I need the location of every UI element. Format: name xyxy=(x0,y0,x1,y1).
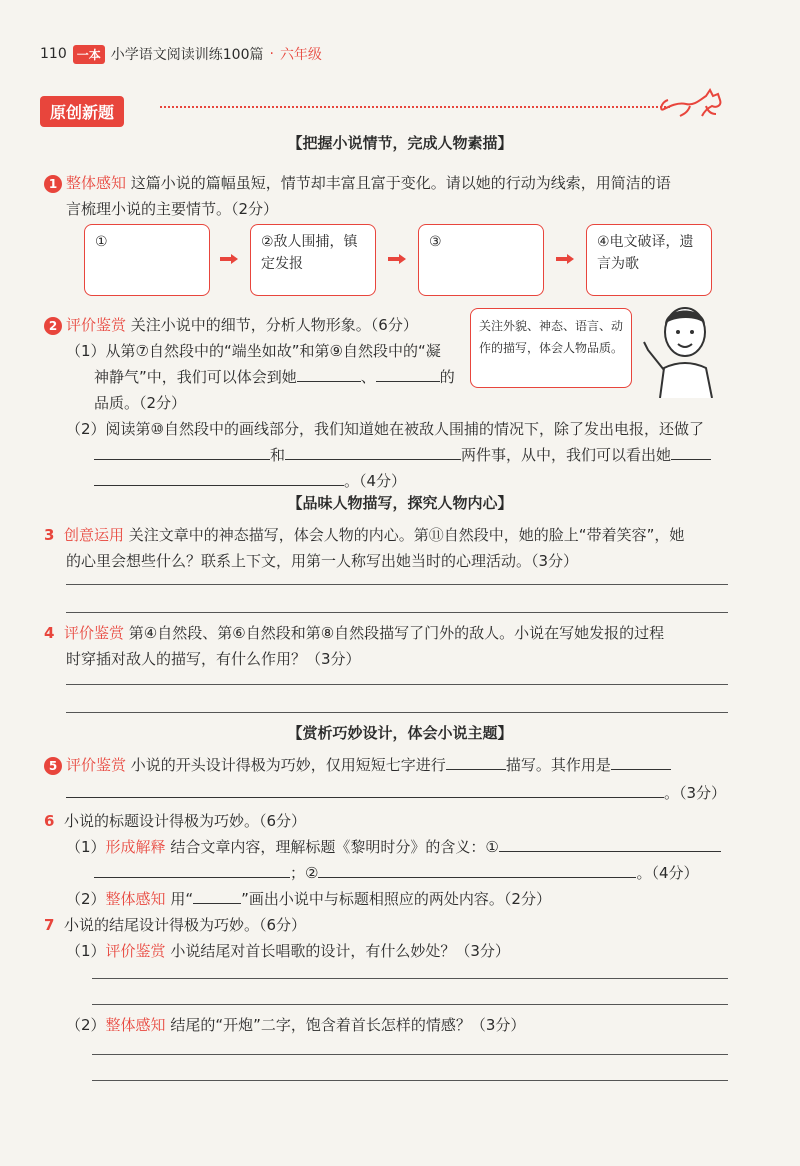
q6-p2-tag: 整体感知 xyxy=(105,890,166,908)
q7-p1-tag: 评价鉴赏 xyxy=(105,942,166,960)
page-number: 110 xyxy=(40,46,67,62)
section-heading-1: 【把握小说情节，完成人物素描】 xyxy=(287,134,513,152)
question-3 xyxy=(44,522,684,548)
q3-text-b: 的心里会想些什么？联系上下文，用第一人称写出她当时的心理活动。（3分） xyxy=(66,552,579,570)
answer-line[interactable] xyxy=(92,1004,728,1005)
q5-text-end: 。（3分） xyxy=(664,784,727,802)
q7-p1 xyxy=(66,938,510,964)
q1-text-a: 这篇小说的篇幅虽短，情节却丰富且富于变化。请以她的行动为线索，用简洁的语 xyxy=(130,174,671,192)
q2-p2-a: （2）阅读第⑩自然段中的画线部分，我们知道她在被敌人围捕的情况下，除了发出电报，还做了 xyxy=(66,420,704,438)
q5-tag: 评价鉴赏 xyxy=(66,756,127,774)
page-header xyxy=(40,44,322,64)
q2-p1-c: 品质。（2分） xyxy=(94,394,187,412)
q6-p1-b: ；② xyxy=(290,864,319,882)
q6-p1-tag: 形成解释 xyxy=(105,838,166,856)
q2-p2-end: 。（4分） xyxy=(344,472,407,490)
q6-p1-a: 结合文章内容，理解标题《黎明时分》的含义：① xyxy=(170,838,499,856)
q2-p2-c-line xyxy=(94,468,406,494)
title-dot: · xyxy=(269,46,274,62)
q5-text-mid: 描写。其作用是 xyxy=(505,756,611,774)
q6-p2-pre: （2） xyxy=(66,890,106,908)
q7-p2-tag: 整体感知 xyxy=(105,1016,166,1034)
q6-p2-b: ”画出小说中与标题相照应的两处内容。（2分） xyxy=(241,890,551,908)
q7-p2-a: 结尾的“开炮”二字，饱含着首长怎样的情感？（3分） xyxy=(170,1016,526,1034)
answer-blank[interactable] xyxy=(297,367,361,382)
answer-line[interactable] xyxy=(66,612,728,613)
question-2 xyxy=(44,312,418,338)
boy-pointing-icon xyxy=(640,298,730,398)
answer-line[interactable] xyxy=(66,712,728,713)
q7-p1-pre: （1） xyxy=(66,942,106,960)
brand-logo: 一本 xyxy=(73,45,105,64)
question-5 xyxy=(44,752,671,778)
flow-box-3-label: ③ xyxy=(429,234,442,250)
answer-line[interactable] xyxy=(92,978,728,979)
answer-blank[interactable] xyxy=(94,445,270,460)
q2-p2-mid: 两件事，从中，我们可以看出她 xyxy=(461,446,672,464)
answer-blank[interactable] xyxy=(376,367,440,382)
question-7 xyxy=(44,912,306,938)
arrow-right-icon xyxy=(388,254,406,264)
q6-number: 6 xyxy=(44,812,55,830)
q6-p1-line-2 xyxy=(94,860,699,886)
flow-box-4 xyxy=(586,224,712,296)
q4-number: 4 xyxy=(44,624,55,642)
underline-sample xyxy=(193,889,241,904)
q3-number: 3 xyxy=(44,526,55,544)
flow-box-2 xyxy=(250,224,376,296)
flame-number-5: 5 xyxy=(44,757,62,775)
flame-number-2: 2 xyxy=(44,317,62,335)
q7-number: 7 xyxy=(44,916,55,934)
answer-blank[interactable] xyxy=(611,755,671,770)
q6-p1-pre: （1） xyxy=(66,838,106,856)
q5-line-2 xyxy=(66,780,726,806)
answer-blank[interactable] xyxy=(66,783,664,798)
q3-tag: 创意运用 xyxy=(64,526,125,544)
answer-line[interactable] xyxy=(92,1080,728,1081)
question-4 xyxy=(44,620,664,646)
answer-line[interactable] xyxy=(66,684,728,685)
section-badge: 原创新题 xyxy=(40,96,124,127)
q2-p2-and: 和 xyxy=(270,446,286,464)
flow-box-2-label: ②敌人围捕，镇定发报 xyxy=(261,234,358,272)
q6-p1 xyxy=(66,834,721,860)
q2-p1-sep: 、 xyxy=(360,368,376,386)
q5-text-a: 小说的开头设计得极为巧妙，仅用短短七字进行 xyxy=(130,756,446,774)
q7-p2 xyxy=(66,1012,525,1038)
answer-line[interactable] xyxy=(66,584,728,585)
q4-text-a: 第④自然段、第⑥自然段和第⑧自然段描写了门外的敌人。小说在写她发报的过程 xyxy=(128,624,665,642)
flame-number-1: 1 xyxy=(44,175,62,193)
arrow-right-icon xyxy=(220,254,238,264)
q2-text: 关注小说中的细节，分析人物形象。（6分） xyxy=(130,316,418,334)
q2-p1-b: 神静气”中，我们可以体会到她 xyxy=(94,368,297,386)
q4-tag: 评价鉴赏 xyxy=(64,624,125,642)
flow-box-3[interactable] xyxy=(418,224,544,296)
arrow-right-icon xyxy=(556,254,574,264)
answer-blank[interactable] xyxy=(94,863,290,878)
answer-blank[interactable] xyxy=(94,471,344,486)
q2-tag: 评价鉴赏 xyxy=(66,316,127,334)
tip-bubble: 关注外貌、神态、语言、动作的描写，体会人物品质。 xyxy=(470,308,632,388)
q7-p1-a: 小说结尾对首长唱歌的设计，有什么妙处？（3分） xyxy=(170,942,510,960)
flow-box-1[interactable] xyxy=(84,224,210,296)
q7-text: 小说的结尾设计得极为巧妙。（6分） xyxy=(64,916,307,934)
answer-line[interactable] xyxy=(92,1054,728,1055)
cat-icon xyxy=(660,84,730,120)
flow-box-1-label: ① xyxy=(95,234,108,250)
flow-box-4-label: ④电文破译，遗言为歌 xyxy=(597,234,694,272)
q2-p1-a: （1）从第⑦自然段中的“端坐如故”和第⑨自然段中的“凝 xyxy=(66,342,441,360)
q2-p1-end: 的 xyxy=(439,368,455,386)
question-1 xyxy=(44,170,671,196)
q6-p2 xyxy=(66,886,551,912)
q1-tag: 整体感知 xyxy=(66,174,127,192)
grade-label: 六年级 xyxy=(279,47,322,63)
answer-blank[interactable] xyxy=(285,445,461,460)
section-heading-2: 【品味人物描写，探究人物内心】 xyxy=(287,494,513,512)
q4-text-b: 时穿插对敌人的描写，有什么作用？（3分） xyxy=(66,650,361,668)
q2-p1-b-line xyxy=(94,364,455,390)
answer-blank[interactable] xyxy=(446,755,506,770)
question-6 xyxy=(44,808,306,834)
answer-blank[interactable] xyxy=(671,445,711,460)
book-title: 小学语文阅读训练100篇 xyxy=(110,47,264,63)
q6-p2-a: 用“ xyxy=(170,890,194,908)
section-heading-3: 【赏析巧妙设计，体会小说主题】 xyxy=(287,724,513,742)
dotted-divider xyxy=(160,106,670,108)
q6-p1-end: 。（4分） xyxy=(636,864,699,882)
q3-text-a: 关注文章中的神态描写，体会人物的内心。第⑪自然段中，她的脸上“带着笑容”，她 xyxy=(128,526,685,544)
answer-blank[interactable] xyxy=(499,837,721,852)
q7-p2-pre: （2） xyxy=(66,1016,106,1034)
q6-text: 小说的标题设计得极为巧妙。（6分） xyxy=(64,812,307,830)
q2-p2-b-line xyxy=(94,442,711,468)
q1-text-b: 言梳理小说的主要情节。（2分） xyxy=(66,200,279,218)
answer-blank[interactable] xyxy=(318,863,636,878)
